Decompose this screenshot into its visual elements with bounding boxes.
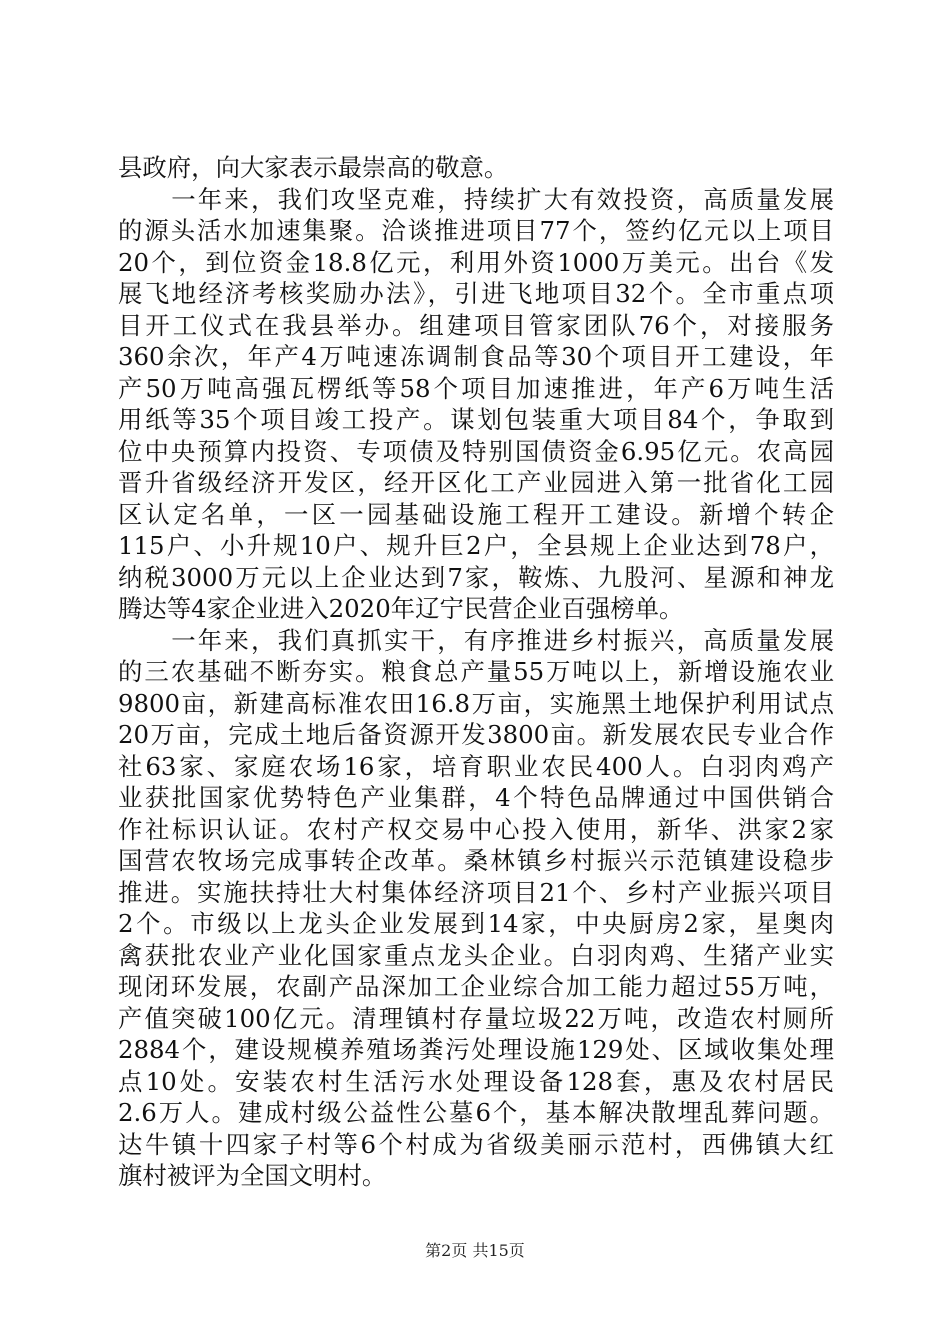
text-line: 腾达等4家企业进入2020年辽宁民营企业百强榜单。 — [118, 594, 684, 623]
text-line: 晋升省级经济开发区，经开区化工产业园进入第一批省化工园 — [118, 468, 834, 497]
text-line: 20个，到位资金18.8亿元，利用外资1000万美元。出台《发 — [118, 247, 834, 277]
text-line: 作社标识认证。农村产权交易中心投入使用，新华、洪家2家 — [118, 814, 834, 844]
paragraph — [118, 184, 834, 625]
text-line: 用纸等35个项目竣工投产。谋划包装重大项目84个，争取到 — [118, 405, 834, 434]
text-line: 产值突破100亿元。清理镇村存量垃圾22万吨，改造农村厕所 — [118, 1003, 834, 1033]
text-line: 旗村被评为全国文明村。 — [118, 1161, 387, 1190]
text-line: 现闭环发展，农副产品深加工企业综合加工能力超过55万吨， — [118, 972, 834, 1001]
text-line: 县政府，向大家表示最崇高的敬意。 — [118, 153, 509, 182]
text-line: 达牛镇十四家子村等6个村成为省级美丽示范村，西佛镇大红 — [118, 1129, 834, 1159]
text-line: 20万亩，完成土地后备资源开发3800亩。新发展农民专业合作 — [118, 720, 834, 749]
text-line: 业获批国家优势特色产业集群，4个特色品牌通过中国供销合 — [118, 783, 834, 812]
text-line: 的三农基础不断夯实。粮食总产量55万吨以上，新增设施农业 — [118, 657, 834, 686]
document-body — [118, 152, 834, 1192]
page-number-label: 第2页 共15页 — [425, 1241, 525, 1260]
text-line: 2884个，建设规模养殖场粪污处理设施129处、区域收集处理 — [118, 1035, 834, 1064]
paragraph — [118, 625, 834, 1192]
text-line: 点10处。安装农村生活污水处理设备128套，惠及农村居民 — [118, 1066, 834, 1096]
text-line: 一年来，我们真抓实干，有序推进乡村振兴，高质量发展 — [118, 625, 834, 655]
text-line: 2.6万人。建成村级公益性公墓6个，基本解决散埋乱葬问题。 — [118, 1098, 834, 1127]
text-line: 区认定名单，一区一园基础设施工程开工建设。新增个转企 — [118, 499, 834, 529]
text-line: 纳税3000万元以上企业达到7家，鞍炼、九股河、星源和神龙 — [118, 562, 834, 592]
text-line: 115户、小升规10户、规升巨2户，全县规上企业达到78户， — [118, 531, 834, 560]
text-line: 产50万吨高强瓦楞纸等58个项目加速推进，年产6万吨生活 — [118, 373, 834, 403]
text-line: 禽获批农业产业化国家重点龙头企业。白羽肉鸡、生猪产业实 — [118, 940, 834, 970]
text-line: 360余次，年产4万吨速冻调制食品等30个项目开工建设，年 — [118, 342, 834, 371]
page-footer — [0, 1240, 950, 1262]
text-line: 目开工仪式在我县举办。组建项目管家团队76个，对接服务 — [118, 310, 834, 340]
text-line: 2个。市级以上龙头企业发展到14家，中央厨房2家，星奥肉 — [118, 909, 834, 938]
text-line: 社63家、家庭农场16家，培育职业农民400人。白羽肉鸡产 — [118, 751, 834, 781]
text-line: 国营农牧场完成事转企改革。桑林镇乡村振兴示范镇建设稳步 — [118, 846, 834, 875]
text-line: 推进。实施扶持壮大村集体经济项目21个、乡村产业振兴项目 — [118, 877, 834, 907]
text-line: 9800亩，新建高标准农田16.8万亩，实施黑土地保护利用试点 — [118, 688, 834, 718]
paragraph — [118, 152, 834, 184]
text-line: 位中央预算内投资、专项债及特别国债资金6.95亿元。农高园 — [118, 436, 834, 466]
text-line: 一年来，我们攻坚克难，持续扩大有效投资，高质量发展 — [118, 184, 834, 214]
text-line: 展飞地经济考核奖励办法》，引进飞地项目32个。全市重点项 — [118, 279, 834, 308]
text-line: 的源头活水加速集聚。洽谈推进项目77个，签约亿元以上项目 — [118, 216, 834, 245]
